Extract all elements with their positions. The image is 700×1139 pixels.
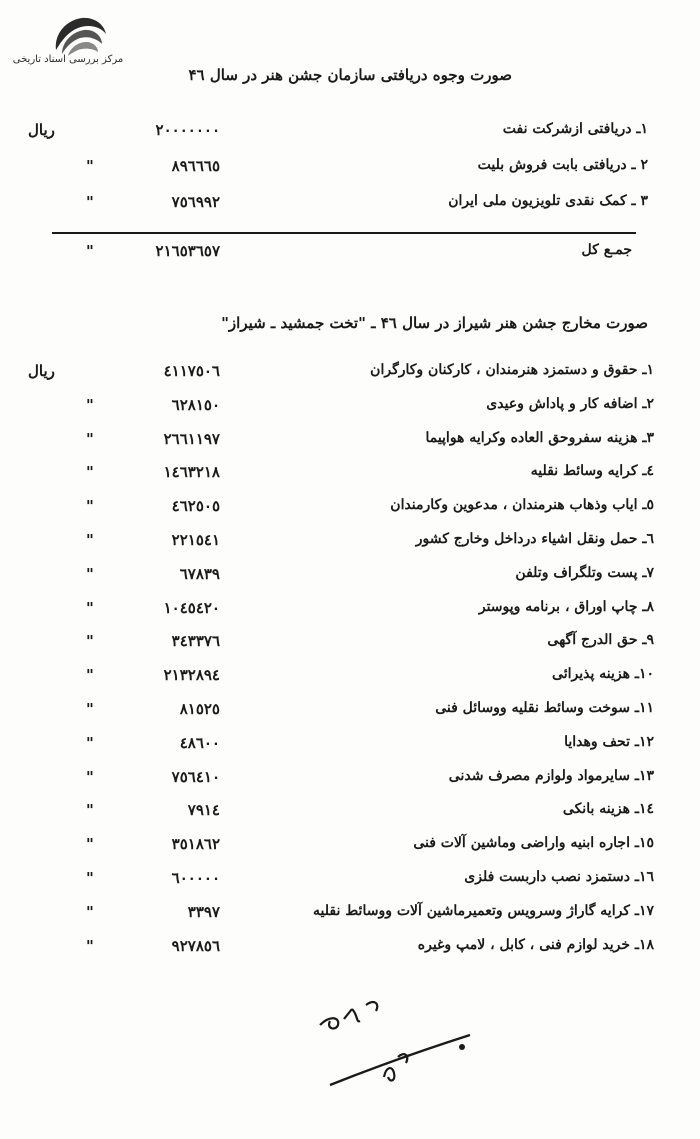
handwritten-signature-icon <box>300 985 500 1095</box>
list-item <box>0 463 700 493</box>
item-label: ۱۰ـ هزینه پذیرائی <box>552 666 654 683</box>
list-item <box>0 835 700 865</box>
ditto-mark: " <box>86 666 94 685</box>
ditto-mark: " <box>86 564 94 583</box>
item-label: ۱۱ـ سوخت وسائط نقلیه ووسائل فنی <box>435 700 654 716</box>
total-amount: ۲۱٦٥۳٦٥۷ <box>155 242 220 260</box>
ditto-mark: " <box>86 598 94 617</box>
item-amount: ۹۲۷۸٥٦ <box>171 936 220 955</box>
list-item <box>0 531 700 561</box>
ditto-mark: " <box>86 242 94 260</box>
list-item <box>0 632 700 662</box>
ditto-mark: " <box>86 801 94 820</box>
list-item <box>0 497 700 527</box>
ditto-mark: " <box>86 531 94 549</box>
list-item <box>0 903 700 933</box>
ditto-mark: " <box>86 157 94 175</box>
list-item <box>0 599 700 629</box>
item-amount: ۸۹٦٦٦٥ <box>171 157 220 175</box>
item-amount: ۸۱٥۲٥ <box>179 700 220 718</box>
total-label: جمـع کل <box>581 242 632 258</box>
item-label: ۱۳ـ سایرمواد ولوازم مصرف شدنی <box>448 767 654 784</box>
item-label: ۱٥ـ اجاره ابنیه واراضی وماشین آلات فنی <box>413 835 654 852</box>
ditto-mark: " <box>86 936 94 955</box>
list-item <box>0 801 700 831</box>
list-item <box>0 937 700 967</box>
item-label: ۲ـ اضافه کار و پاداش وعیدی <box>486 395 654 412</box>
ditto-mark: " <box>86 193 94 211</box>
item-amount: ۷۹۱٤ <box>187 801 220 820</box>
list-item <box>0 193 700 223</box>
item-amount: ۳٥۱۸٦۲ <box>171 835 220 854</box>
ditto-mark: " <box>86 497 94 516</box>
list-item <box>0 396 700 426</box>
item-label: ۱ـ حقوق و دستمزد هنرمندان ، کارکنان وکارگران <box>370 362 654 378</box>
list-item <box>0 362 700 392</box>
list-item <box>0 430 700 460</box>
item-label: ۱۸ـ خرید لوازم فنی ، کابل ، لامپ وغیره <box>417 936 654 953</box>
list-item <box>0 565 700 595</box>
item-label: ۲ ـ دریافتی بابت فروش بلیت <box>477 157 648 173</box>
ditto-mark: " <box>86 733 94 752</box>
ditto-mark: " <box>86 395 94 414</box>
item-amount: ۷٥٦۹۹۲ <box>171 193 220 211</box>
list-item <box>0 869 700 899</box>
expenses-title: صورت مخارج جشن هنر شیراز در سال ۴٦ ـ "تخت جمشید ـ شیراز" <box>221 314 648 332</box>
item-label: ٥ـ ایاب وذهاب هنرمندان ، مدعوین وکارمندان <box>390 497 654 514</box>
item-label: ٤ـ کرایه وسائط نقلیه <box>530 463 654 480</box>
item-label: ۱٤ـ هزینه بانکی <box>562 801 654 818</box>
item-label: ۱ـ دریافتی ازشرکت نفت <box>502 121 648 137</box>
total-divider <box>52 232 636 234</box>
ditto-mark: " <box>86 767 94 786</box>
archive-caption: مرکز بررسی اسناد تاریخی <box>12 54 124 65</box>
currency-unit: ریال <box>28 362 55 380</box>
item-amount: ٤٦۲٥۰٥ <box>171 497 220 516</box>
currency-unit: ریال <box>28 121 55 139</box>
item-label: ۳ـ هزینه سفروحق العاده وکرایه هواپیما <box>425 429 654 446</box>
ditto-mark: " <box>86 902 94 921</box>
item-label: ۷ـ پست وتلگراف وتلفن <box>515 564 654 581</box>
ditto-mark: " <box>86 463 94 482</box>
item-amount: ٦۲۸۱٥۰ <box>171 395 220 414</box>
item-label: ۱٦ـ دستمزد نصب داربست فلزی <box>464 869 654 885</box>
item-amount: ٤۱۱۷٥۰٦ <box>163 362 220 380</box>
list-item <box>0 157 700 187</box>
item-amount: ۷٥٦٤۱۰ <box>171 767 220 786</box>
item-amount: ۲۰۰۰۰۰۰۰ <box>155 121 220 139</box>
list-item <box>0 700 700 730</box>
item-label: ۳ ـ کمک نقدی تلویزیون ملی ایران <box>448 193 648 209</box>
item-label: ۱۷ـ کرایه گاراژ وسرویس وتعمیرماشین آلات ووسائط نقلیه <box>313 902 654 919</box>
item-label: ٦ـ حمل ونقل اشیاء درداخل وخارج کشور <box>415 531 654 547</box>
ditto-mark: " <box>86 429 94 448</box>
list-item <box>0 734 700 764</box>
item-amount: ٤۸٦۰۰ <box>179 733 220 752</box>
item-amount: ۲۱۳۲۸۹٤ <box>163 666 220 685</box>
item-amount: ٦۷۸۳۹ <box>179 564 220 583</box>
ditto-mark: " <box>86 700 94 718</box>
item-amount: ۱٤٦۳۲۱۸ <box>163 463 220 482</box>
total-row <box>0 242 700 272</box>
item-label: ۸ـ چاپ اوراق ، برنامه وپوستر <box>478 598 654 615</box>
income-title: صورت وجوه دریافتی سازمان جشن هنر در سال ۴٦ <box>188 66 512 84</box>
item-amount: ۲٦٦۱۱۹۷ <box>163 429 220 448</box>
item-amount: ۱۰٤٥٤۲۰ <box>163 598 220 617</box>
item-label: ۱۲ـ تحف وهدایا <box>564 733 654 750</box>
list-item <box>0 666 700 696</box>
ditto-mark: " <box>86 869 94 887</box>
item-amount: ٦۰۰۰۰۰ <box>171 869 220 887</box>
ditto-mark: " <box>86 835 94 854</box>
item-amount: ۳۳۹۷ <box>187 902 220 921</box>
item-amount: ۲۲۱٥٤۱ <box>171 531 220 549</box>
item-amount: ۳٤۳۳۷٦ <box>171 632 220 651</box>
ditto-mark: " <box>86 632 94 651</box>
list-item <box>0 768 700 798</box>
list-item <box>0 121 700 151</box>
item-label: ۹ـ حق الدرج آگهی <box>547 632 654 649</box>
